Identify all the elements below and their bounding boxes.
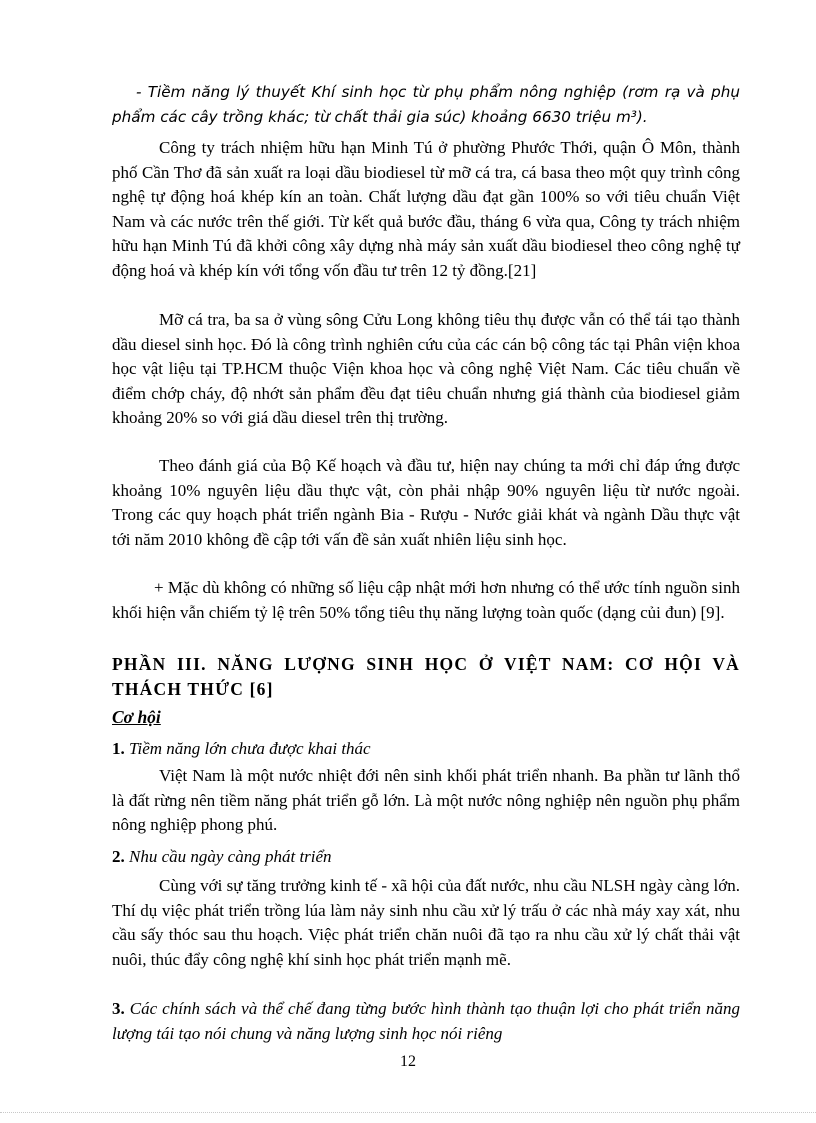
bullet-biogas-potential [112,80,740,129]
paragraph-biomass-estimate: + Mặc dù không có những số liệu cập nhật mới hơn nhưng có thể ước tính nguồn sinh khối hiện vẫn chiếm tỷ lệ trên 50% tổng tiêu thụ năng lượng toàn quốc (dạng củi đun) [9]. [112,578,740,622]
subheading-item-1 [112,737,740,762]
footer-divider [0,1112,816,1113]
paragraph-catfish-fat: Mỡ cá tra, ba sa ở vùng sông Cửu Long không tiêu thụ được vẫn có thể tái tạo thành dầu diesel sinh học. Đó là công trình nghiên cứu của các cán bộ công tác tại Phân viện khoa học vật liệu tại TP.HCM thuộc Viện khoa học và công nghệ Việt Nam. Các tiêu chuẩn về điểm chớp cháy, độ nhớt sản phẩm đều đạt tiêu chuẩn nhưng giá thành của biodiesel giảm khoảng 20% so với giá dầu diesel trên thị trường. [112,310,740,427]
item-3-number: 3. [112,999,125,1018]
bullet-text: Tiềm năng lý thuyết Khí sinh học từ phụ phẩm nông nghiệp (rơm rạ và phụ phẩm các cây trồng khác; từ chất thải gia súc) khoảng 6630 triệu m³). [112,83,740,126]
paragraph-ministry-assessment: Theo đánh giá của Bộ Kế hoạch và đầu tư, hiện nay chúng ta mới chỉ đáp ứng được khoảng 10% nguyên liệu dầu thực vật, còn phải nhập 90% nguyên liệu từ nước ngoài. Trong các quy hoạch phát triển ngành Bia - Rượu - Nước giải khát và ngành Dầu thực vật tới năm 2010 không đề cập tới vấn đề sản xuất nhiên liệu sinh học. [112,456,740,549]
item-1-number: 1. [112,739,125,758]
subheading-item-3 [112,997,740,1046]
paragraph-minh-tu-company: Công ty trách nhiệm hữu hạn Minh Tú ở phường Phước Thới, quận Ô Môn, thành phố Cần Thơ đã sản xuất ra loại dầu biodiesel từ mỡ cá tra, cá basa theo một quy trình công nghệ tự động hoá khép kín an toàn. Chất lượng dầu đạt gần 100% so với tiêu chuẩn Việt Nam và các nước trên thế giới. Từ kết quả bước đầu, tháng 6 vừa qua, Công ty trách nhiệm hữu hạn Minh Tú đã khởi công xây dựng nhà máy sản xuất dầu biodiesel theo công nghệ tự động hoá và khép kín với tổng vốn đầu tư trên 12 tỷ đồng.[21] [112,138,740,280]
item-3-title: Các chính sách và thể chế đang từng bước hình thành tạo thuận lợi cho phát triển năng lượng tái tạo nói chung và năng lượng sinh học nói riêng [112,999,740,1043]
bullet-dash: - [136,83,148,101]
item-2-title: Nhu cầu ngày càng phát triển [129,847,332,866]
paragraph-item-1: Việt Nam là một nước nhiệt đới nên sinh khối phát triển nhanh. Ba phần tư lãnh thổ là đất rừng nên tiềm năng phát triển gỗ lớn. Là một nước nông nghiệp nên nguồn phụ phẩm nông nghiệp phong phú. [112,766,740,834]
page-number: 12 [400,1053,416,1070]
section-title-opportunities: Cơ hội [112,707,161,727]
paragraph-item-2: Cùng với sự tăng trưởng kinh tế - xã hội của đất nước, nhu cầu NLSH ngày càng lớn. Thí dụ việc phát triển trồng lúa làm nảy sinh nhu cầu xử lý trấu ở các nhà máy xay xát, nhu cầu sấy thóc sau thu hoạch. Việc phát triển chăn nuôi đã tạo ra nhu cầu xử lý chất thải vật nuôi, thúc đẩy công nghệ khí sinh học phát triển mạnh mẽ. [112,876,740,969]
item-1-title: Tiềm năng lớn chưa được khai thác [129,739,371,758]
heading-part-3: PHẦN III. NĂNG LƯỢNG SINH HỌC Ở VIỆT NAM: CƠ HỘI VÀ THÁCH THỨC [6] [112,654,740,699]
subheading-item-2 [112,845,740,870]
item-2-number: 2. [112,847,125,866]
